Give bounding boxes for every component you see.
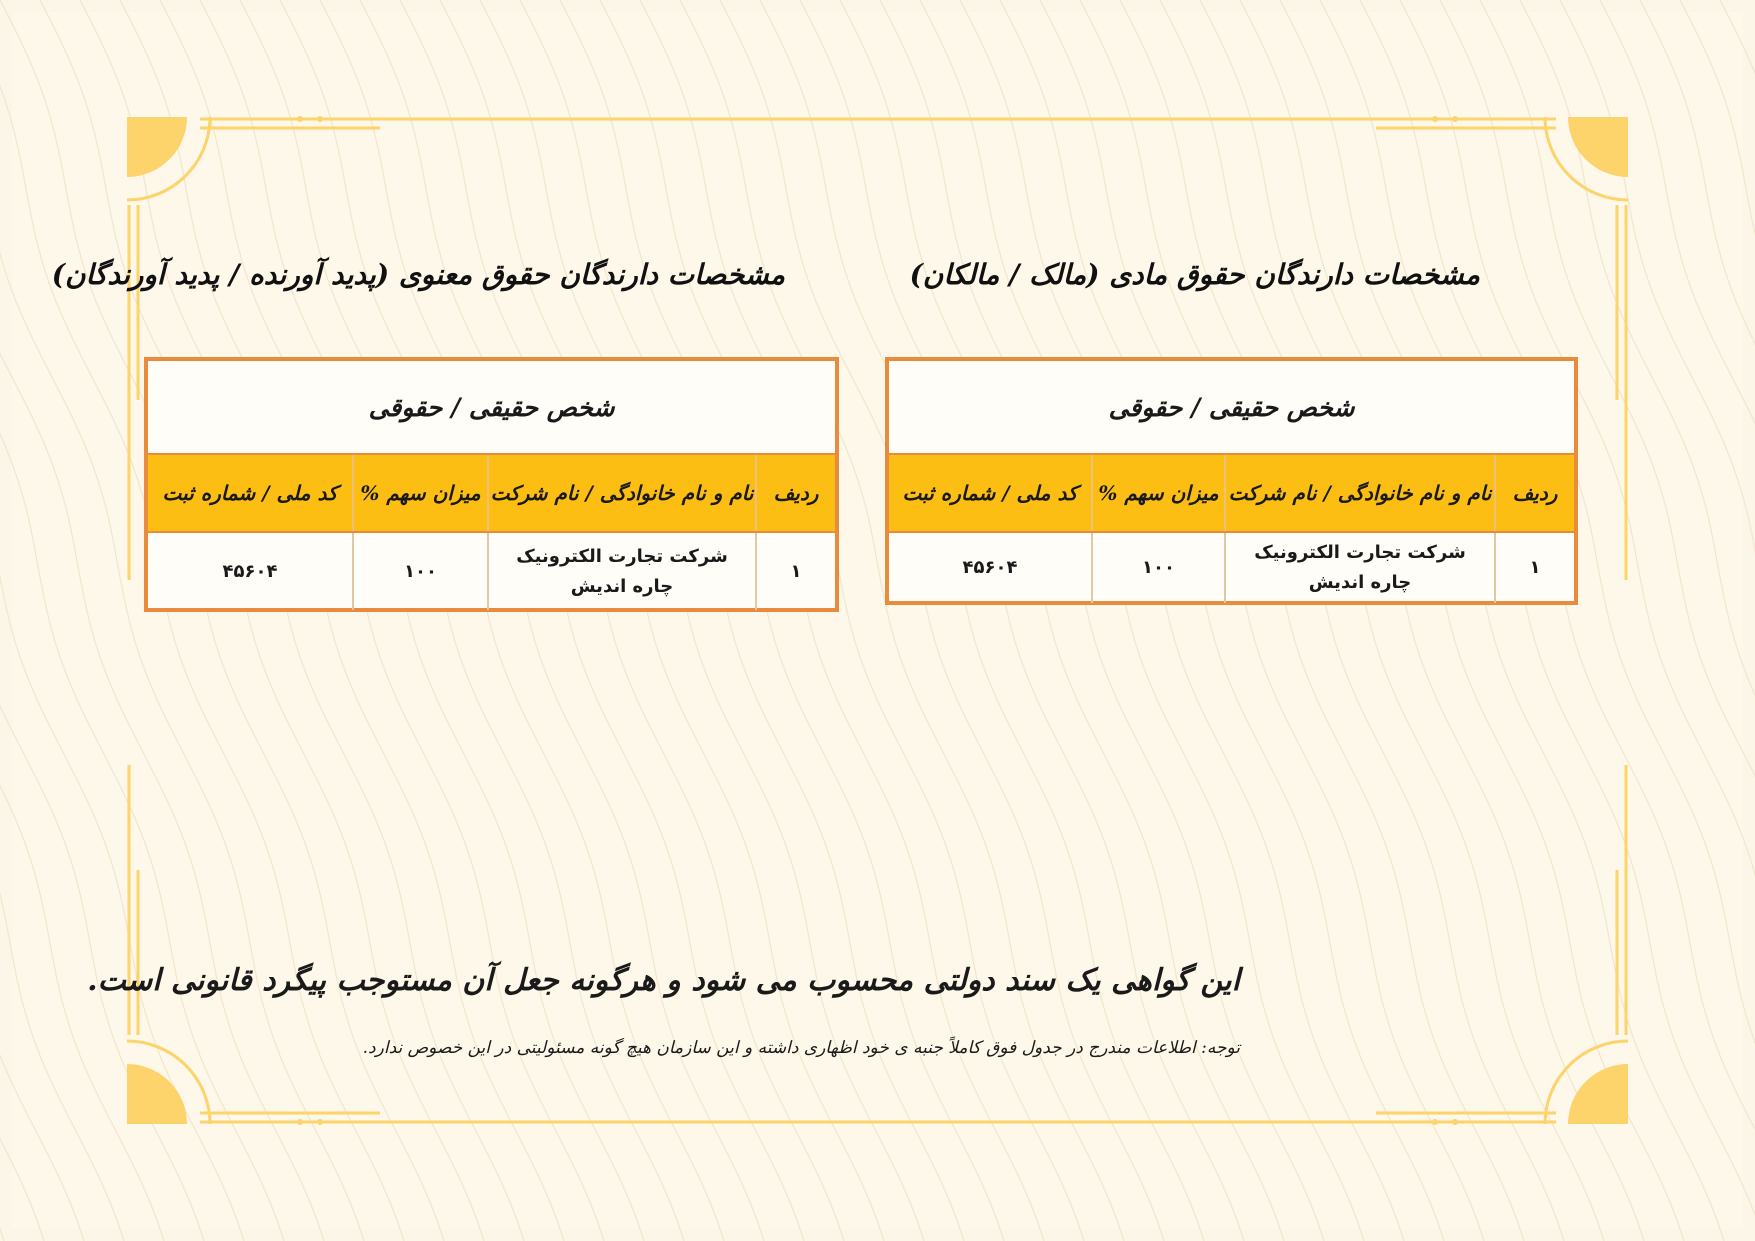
material-rights-table bbox=[885, 357, 1578, 605]
header-index: ردیف bbox=[1494, 455, 1574, 531]
header-share: میزان سهم % bbox=[1091, 455, 1224, 531]
legal-statement: این گواهی یک سند دولتی محسوب می شود و هرگونه جعل آن مستوجب پیگرد قانونی است. bbox=[87, 963, 1240, 998]
table-row bbox=[889, 533, 1574, 603]
moral-rights-table bbox=[144, 357, 839, 612]
header-code: کد ملی / شماره ثبت bbox=[162, 481, 338, 505]
cell-index: ۱ bbox=[1494, 533, 1574, 603]
cell-share: ۱۰۰ bbox=[352, 533, 487, 610]
cell-code: ۴۵۶۰۴ bbox=[222, 560, 278, 582]
table-caption: شخص حقیقی / حقوقی bbox=[889, 361, 1574, 453]
header-name: نام و نام خانوادگی / نام شرکت bbox=[1224, 455, 1494, 531]
cell-share: ۱۰۰ bbox=[1091, 533, 1224, 603]
header-index: ردیف bbox=[755, 455, 835, 531]
moral-rights-title: مشخصات دارندگان حقوق معنوی (پدید آورنده / پدید آورندگان) bbox=[51, 258, 785, 291]
cell-name: شرکت تجارت الکترونیک چاره اندیش bbox=[1224, 533, 1494, 603]
cell-index: ۱ bbox=[755, 533, 835, 610]
table-header-row bbox=[889, 453, 1574, 533]
header-name: نام و نام خانوادگی / نام شرکت bbox=[487, 455, 755, 531]
table-header-row bbox=[148, 453, 835, 533]
material-rights-title: مشخصات دارندگان حقوق مادی (مالک / مالکان) bbox=[909, 258, 1480, 291]
cell-name: شرکت تجارت الکترونیک چاره اندیش bbox=[487, 533, 755, 610]
cell-code: ۴۵۶۰۴ bbox=[962, 557, 1018, 579]
header-code: کد ملی / شماره ثبت bbox=[902, 481, 1078, 505]
disclaimer-note: توجه: اطلاعات مندرج در جدول فوق کاملاً جنبه ی خود اظهاری داشته و این سازمان هیچ گونه مسئولیتی در این خصوص ندارد. bbox=[362, 1038, 1240, 1058]
table-row bbox=[148, 533, 835, 610]
table-caption: شخص حقیقی / حقوقی bbox=[148, 361, 835, 453]
header-share: میزان سهم % bbox=[352, 455, 487, 531]
